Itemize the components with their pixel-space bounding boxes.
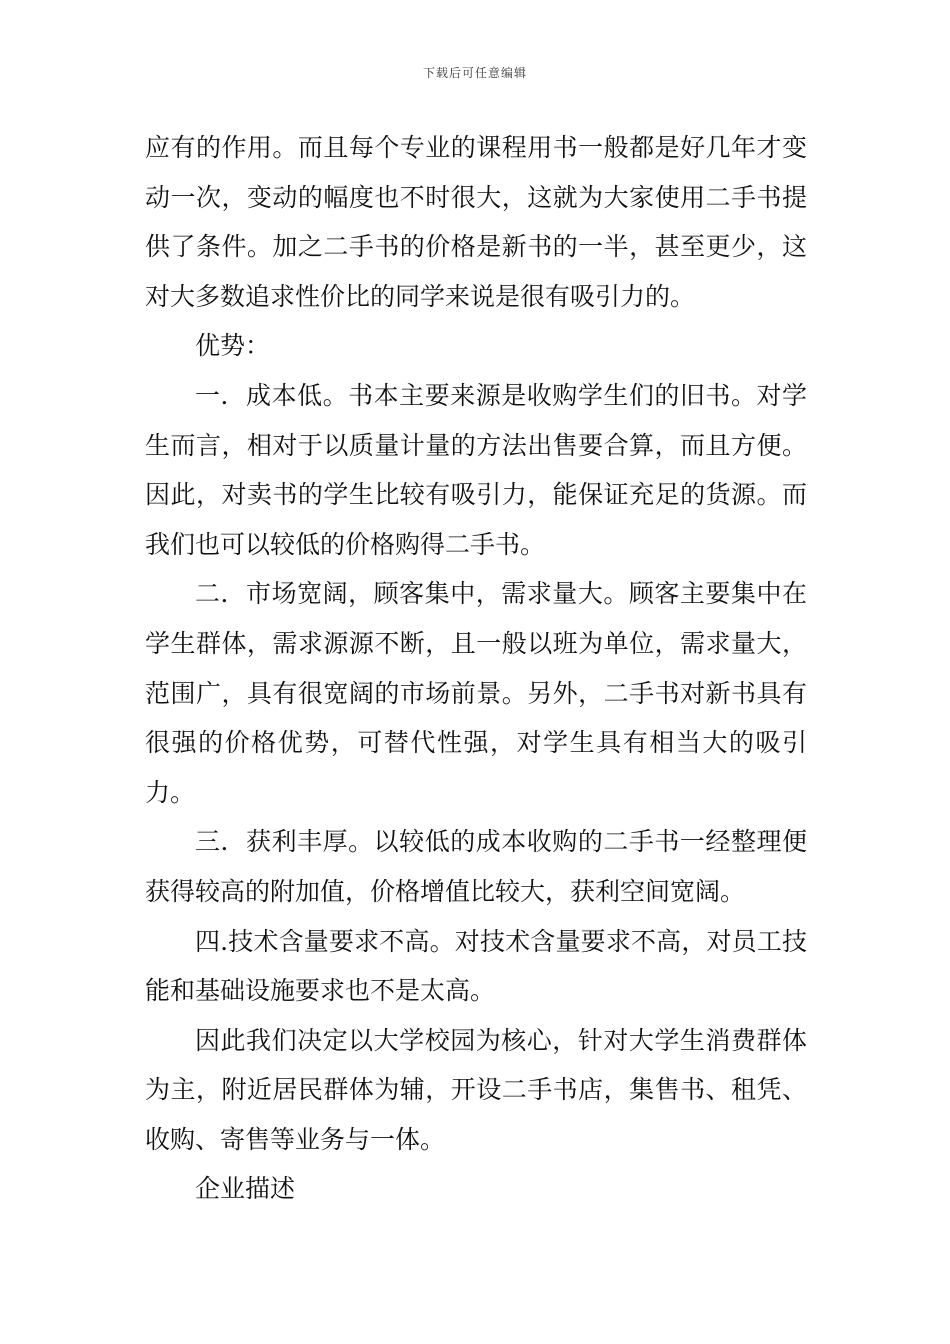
header-note: 下载后可任意编辑 (422, 66, 527, 80)
paragraph-continuation: 应有的作用。而且每个专业的课程用书一般都是好几年才变动一次，变动的幅度也不时很大，这就为大家使用二手书提供了条件。加之二手书的价格是新书的一半，甚至更少，这对大多数追求性价比的同学来说是很有吸引力的。 (145, 133, 807, 311)
paragraph-company-description-heading: 企业描述 (195, 1174, 296, 1204)
paragraph-high-profit: 三．获利丰厚。以较低的成本收购的二手书一经整理便获得较高的附加值，价格增值比较大，获利空间宽阔。 (145, 827, 807, 906)
paragraph-low-tech-requirement: 四.技术含量要求不高。对技术含量要求不高，对员工技能和基础设施要求也不是太高。 (145, 926, 807, 1006)
paragraph-advantages-heading: 优势： (195, 331, 271, 361)
document-body (145, 123, 807, 1214)
paragraph-decision: 因此我们决定以大学校园为核心，针对大学生消费群体为主，附近居民群体为辅，开设二手书店，集售书、租凭、收购、寄售等业务与一体。 (145, 1025, 807, 1154)
paragraph-broad-market: 二．市场宽阔，顾客集中，需求量大。顾客主要集中在学生群体，需求源源不断，且一般以班为单位，需求量大，范围广，具有很宽阔的市场前景。另外，二手书对新书具有很强的价格优势，可替代性强，对学生具有相当大的吸引力。 (145, 579, 807, 807)
paragraph-low-cost: 一．成本低。书本主要来源是收购学生们的旧书。对学生而言，相对于以质量计量的方法出售要合算，而且方便。因此，对卖书的学生比较有吸引力，能保证充足的货源。而我们也可以较低的价格购得二手书。 (145, 380, 807, 559)
